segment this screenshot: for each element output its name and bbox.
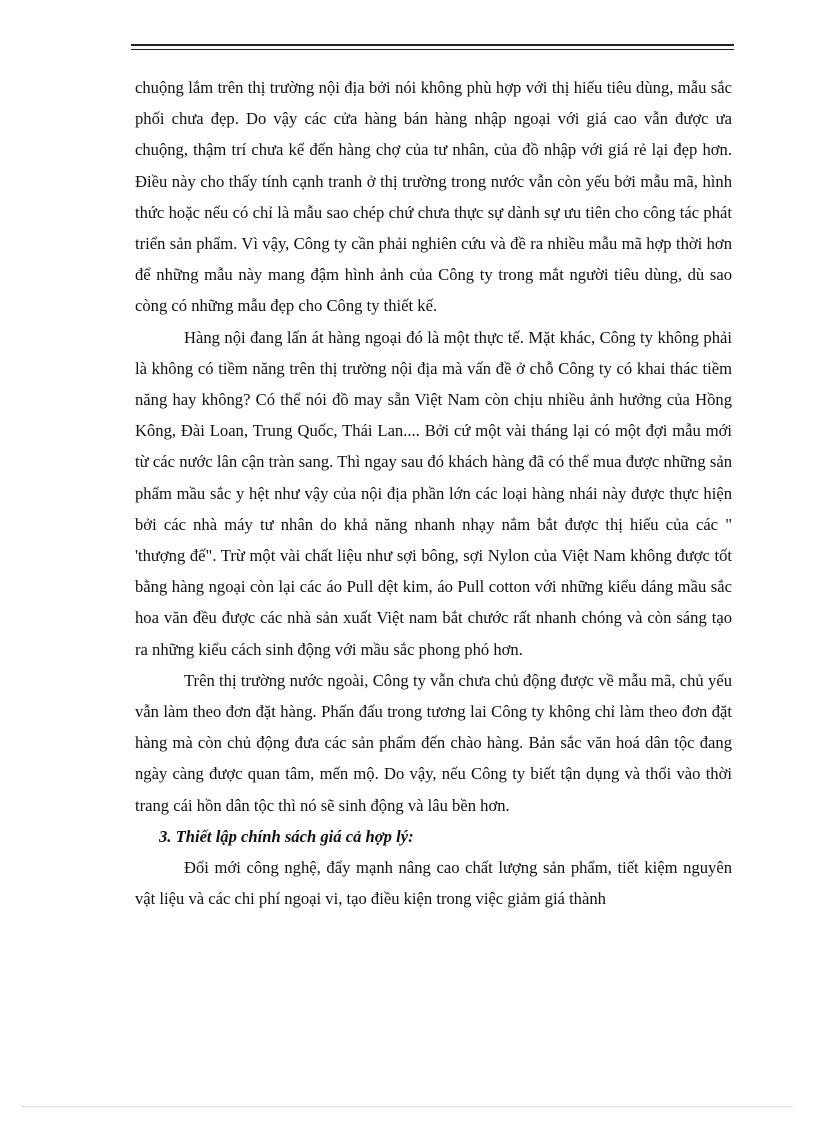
footer-dotted-rule — [22, 1106, 794, 1107]
paragraph-4: Đổi mới công nghệ, đẩy mạnh nâng cao chất lượng sản phẩm, tiết kiệm nguyên vật liệu và các chi phí ngoại vi, tạo điều kiện trong việc giảm giá thành — [135, 858, 732, 909]
paragraph-3: Trên thị trường nước ngoài, Công ty vẫn chưa chủ động được về mẫu mã, chủ yếu vẫn làm theo đơn đặt hàng. Phấn đấu trong tương lai Công ty không chỉ làm theo đơn đặt hàng mà còn chủ động đưa các sản phẩm đến chào hàng. Bản sắc văn hoá dân tộc đang ngày càng được quan tâm, mến mộ. Do vậy, nếu Công ty biết tận dụng và thổi vào thời trang cái hồn dân tộc thì nó sẽ sinh động và lâu bền hơn. — [135, 670, 732, 815]
paragraph-1: chuộng lắm trên thị trường nội địa bởi nói không phù hợp với thị hiếu tiêu dùng, mẫu sắc phối chưa đẹp. Do vậy các cửa hàng bán hàng nhập ngoại với giá cao vẫn được ưa chuộng, thậm trí chưa kể đến hàng chợ của tư nhân, của đồ nhập với giá rẻ lại đẹp hơn. Điều này cho thấy tính cạnh tranh ở thị trường trong nước vẫn còn yếu bởi mẫu mã, hình thức hoặc nếu có chỉ là mẫu sao chép chứ chưa thực sự dành sự ưu tiên cho công tác phát triển sản phẩm. Vì vậy, Công ty cần phải nghiên cứu và đề ra nhiều mẫu mã hợp thời hơn để những mẫu này mang đậm hình ảnh của Công ty trong mắt người tiêu dùng, dù sao còng có những mẫu đẹp cho Công ty thiết kế. — [135, 78, 732, 316]
header-rule — [131, 44, 734, 50]
document-body — [135, 72, 732, 914]
section-heading: 3. Thiết lập chính sách giá cả hợp lý: — [159, 826, 414, 846]
paragraph-2: Hàng nội đang lấn át hàng ngoại đó là một thực tế. Mặt khác, Công ty không phải là không có tiềm năng trên thị trường nội địa mà vấn đề ở chỗ Công ty có khai thác tiềm năng hay không? Có thể nói đồ may sẵn Việt Nam còn chịu nhiều ảnh hưởng của Hồng Kông, Đài Loan, Trung Quốc, Thái Lan.... Bởi cứ một vài tháng lại có một đợi mẫu mới từ các nước lân cận tràn sang. Thì ngay sau đó khách hàng đã có thể mua được những sản phẩm mầu sắc y hệt như vậy của nội địa phần lớn các loại hàng nhái này được thực hiện bởi các nhà máy tư nhân do khả năng nhanh nhạy nắm bắt được thị hiếu của các " 'thượng đế". Trừ một vài chất liệu như sợi bông, sợi Nylon của Việt Nam không được tốt bằng hàng ngoại còn lại các áo Pull dệt kim, áo Pull cotton với những kiểu dáng mầu sắc hoa văn đều được các nhà sản xuất Việt nam bắt chước rất nhanh chóng và còn sáng tạo ra những kiểu cách sinh động với mầu sắc phong phó hơn. — [135, 327, 732, 659]
